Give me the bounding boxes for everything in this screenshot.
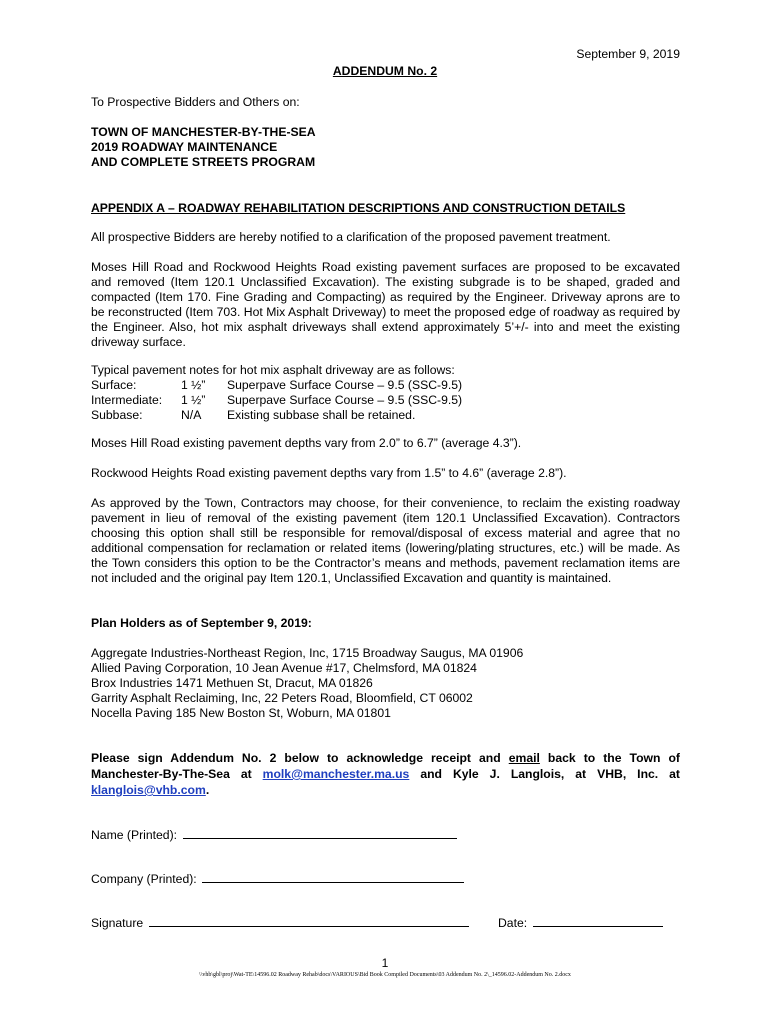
name-field bbox=[91, 826, 457, 843]
project-line-2: 2019 ROADWAY MAINTENANCE bbox=[91, 140, 278, 154]
layer-thickness: 1 ½” bbox=[181, 393, 206, 407]
signature-label: Signature bbox=[91, 916, 144, 930]
layer-description: Superpave Surface Course – 9.5 (SSC-9.5) bbox=[227, 378, 463, 392]
pavement-note-row bbox=[91, 408, 415, 423]
sign-request-end: . bbox=[205, 783, 210, 797]
signature-input-line[interactable] bbox=[149, 914, 469, 927]
layer-thickness: 1 ½” bbox=[181, 378, 206, 392]
moses-depths-paragraph: Moses Hill Road existing pavement depths vary from 2.0” to 6.7” (average 4.3”). bbox=[91, 436, 522, 450]
name-input-line[interactable] bbox=[183, 826, 457, 839]
signature-field bbox=[91, 914, 469, 931]
project-line-3: AND COMPLETE STREETS PROGRAM bbox=[91, 155, 316, 169]
reclaim-paragraph: As approved by the Town, Contractors may choose, for their convenience, to reclaim the existing roadway pavement in lieu of removal of the existing pavement (item 120.1 Unclassified Excavation). Contractors choosing this option shall still be responsible for removal/disposal of excess material and agree that no additional compensation for reclamation or related items (lowering/plating structures, etc.) will be made. As the Town considers this option to be the Contractor’s means and methods, pavement reclamation items are not included and the original pay Item 120.1, Unclassified Excavation and quantity is maintained. bbox=[91, 496, 680, 585]
page-number: 1 bbox=[381, 956, 389, 970]
addendum-title: ADDENDUM No. 2 bbox=[332, 64, 438, 78]
pavement-notes-intro: Typical pavement notes for hot mix asphalt driveway are as follows: bbox=[91, 363, 455, 377]
email-word: email bbox=[508, 751, 540, 765]
plan-holder-item: Brox Industries 1471 Methuen St, Dracut, MA 01826 bbox=[91, 676, 373, 690]
notice-paragraph: All prospective Bidders are hereby notified to a clarification of the proposed pavement treatment. bbox=[91, 230, 611, 244]
name-label: Name (Printed): bbox=[91, 828, 178, 842]
excavation-paragraph: Moses Hill Road and Rockwood Heights Road existing pavement surfaces are proposed to be excavated and removed (Item 120.1 Unclassified Excavation). The existing subgrade is to be shaped, graded and compacted (Item 170. Fine Grading and Compacting) as required by the Engineer. Driveway aprons are to be reconstructed (Item 703. Hot Mix Asphalt Driveway) to meet the proposed edge of roadway as required by the Engineer. Also, hot mix asphalt driveways shall extend approximately 5’+/- into and meet the existing driveway surface. bbox=[91, 260, 680, 349]
appendix-heading: APPENDIX A – ROADWAY REHABILITATION DESCRIPTIONS AND CONSTRUCTION DETAILS bbox=[91, 201, 626, 215]
company-label: Company (Printed): bbox=[91, 872, 197, 886]
sign-request-text: back to the Town of Manchester-By-The-Sea at bbox=[91, 751, 680, 781]
pavement-note-row bbox=[91, 378, 462, 393]
layer-description: Superpave Surface Course – 9.5 (SSC-9.5) bbox=[227, 393, 463, 407]
footer-file-path: \\vhb\gbl\proj\Wat-TE\14596.02 Roadway Rehab\docs\VARIOUS\Bid Book Compiled Documents\03 Addendum No. 2\_14596.02-Addendum No. 2.docx bbox=[199, 972, 571, 978]
document-date: September 9, 2019 bbox=[576, 47, 680, 61]
date-field bbox=[498, 914, 663, 931]
sign-request-text: and Kyle J. Langlois, at VHB, Inc. at bbox=[420, 767, 680, 781]
layer-label: Surface: bbox=[91, 378, 137, 392]
plan-holder-item: Nocella Paving 185 New Boston St, Woburn, MA 01801 bbox=[91, 706, 391, 720]
project-line-1: TOWN OF MANCHESTER-BY-THE-SEA bbox=[91, 125, 316, 139]
pavement-note-row bbox=[91, 393, 462, 408]
plan-holder-item: Aggregate Industries-Northeast Region, Inc, 1715 Broadway Saugus, MA 01906 bbox=[91, 646, 524, 660]
company-input-line[interactable] bbox=[202, 870, 464, 883]
sign-request-text: Please sign Addendum No. 2 below to acknowledge receipt and bbox=[91, 751, 501, 765]
vhb-email-link[interactable]: klanglois@vhb.com bbox=[91, 783, 206, 797]
layer-label: Intermediate: bbox=[91, 393, 163, 407]
company-field bbox=[91, 870, 464, 887]
town-email-link[interactable]: molk@manchester.ma.us bbox=[262, 767, 410, 781]
layer-label: Subbase: bbox=[91, 408, 143, 422]
plan-holder-item: Garrity Asphalt Reclaiming, Inc, 22 Peters Road, Bloomfield, CT 06002 bbox=[91, 691, 473, 705]
layer-description: Existing subbase shall be retained. bbox=[227, 408, 416, 422]
greeting: To Prospective Bidders and Others on: bbox=[91, 95, 300, 109]
date-input-line[interactable] bbox=[533, 914, 663, 927]
sign-request-paragraph bbox=[91, 750, 680, 798]
plan-holder-item: Allied Paving Corporation, 10 Jean Avenue #17, Chelmsford, MA 01824 bbox=[91, 661, 477, 675]
rockwood-depths-paragraph: Rockwood Heights Road existing pavement depths vary from 1.5” to 4.6” (average 2.8”). bbox=[91, 466, 567, 480]
date-label: Date: bbox=[498, 916, 528, 930]
layer-thickness: N/A bbox=[181, 408, 202, 422]
plan-holders-heading: Plan Holders as of September 9, 2019: bbox=[91, 616, 312, 630]
